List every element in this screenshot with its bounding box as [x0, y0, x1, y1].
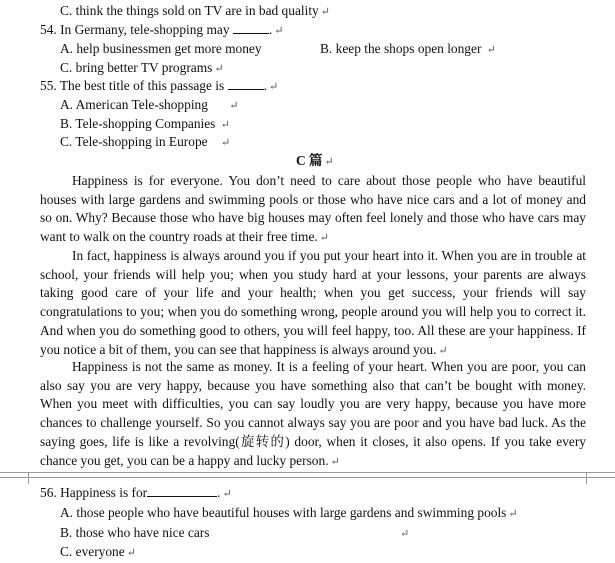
paragraph-mark: ↵	[320, 6, 330, 18]
page-break-line-top	[0, 472, 615, 473]
passage-paragraph-3: Happiness is not the same as money. It is a feeling of your heart. When you are poor, you can also say you are very happy, because you have something also that can’t be bought with money. When you meet with difficulties, you can say loudly you are very happy, because you have more chances to challenge yourself. So you cannot always say you are poor and you have bad luck. As the saying goes, life is like a revolving(旋转的) door, when it closes, it also opens. If you take every chance you get, you can be a happy and lucky person. ↵	[40, 359, 586, 468]
q54-stem: 54. In Germany, tele-shopping may . ↵	[40, 22, 284, 37]
page-break-line-bottom	[0, 477, 615, 478]
margin-corner-left	[28, 472, 29, 484]
q55-option-a: A. American Tele-shopping ↵	[60, 97, 239, 112]
section-heading: C 篇 ↵	[296, 153, 334, 168]
q54-option-b: B. keep the shops open longer ↵	[320, 41, 496, 56]
q55-option-b: B. Tele-shopping Companies ↵	[60, 116, 230, 131]
q56-option-b-mark: ↵	[400, 528, 410, 540]
q55-stem: 55. The best title of this passage is . ↵	[40, 78, 279, 93]
passage-paragraph-1: Happiness is for everyone. You don’t need to care about those people who have beautiful houses with large gardens and swimming pools or those who have nice cars and a lot of money and so on. Why? Because those who have big houses may often feel lonely and those who have cars may want to walk on the country roads at their free time. ↵	[40, 173, 586, 245]
margin-corner-right	[586, 472, 587, 484]
q55-option-c: C. Tele-shopping in Europe ↵	[60, 134, 231, 149]
q56-stem: 56. Happiness is for . ↵	[40, 485, 232, 500]
q56-option-c: C. everyone ↵	[60, 544, 136, 559]
q53-option-c: C. think the things sold on TV are in bad quality ↵	[60, 3, 330, 18]
q56-option-b: B. those who have nice cars	[60, 525, 210, 540]
passage-paragraph-2: In fact, happiness is always around you if you put your heart into it. When you are in trouble at school, your friends will help you; when you study hard at your lessons, your parents are always taking good care of your life and your health; when you get success, your friends will say congratulations to you; when you do something wrong, people around you will help you to correct it. And when you do something good to others, you will feel happy, too. All these are your happiness. If you notice a bit of them, you can see that happiness is always around you. ↵	[40, 248, 586, 357]
q54-option-c: C. bring better TV programs ↵	[60, 60, 224, 75]
q56-option-a: A. those people who have beautiful houses with large gardens and swimming pools ↵	[60, 505, 518, 520]
q54-option-a: A. help businessmen get more money	[60, 41, 262, 56]
